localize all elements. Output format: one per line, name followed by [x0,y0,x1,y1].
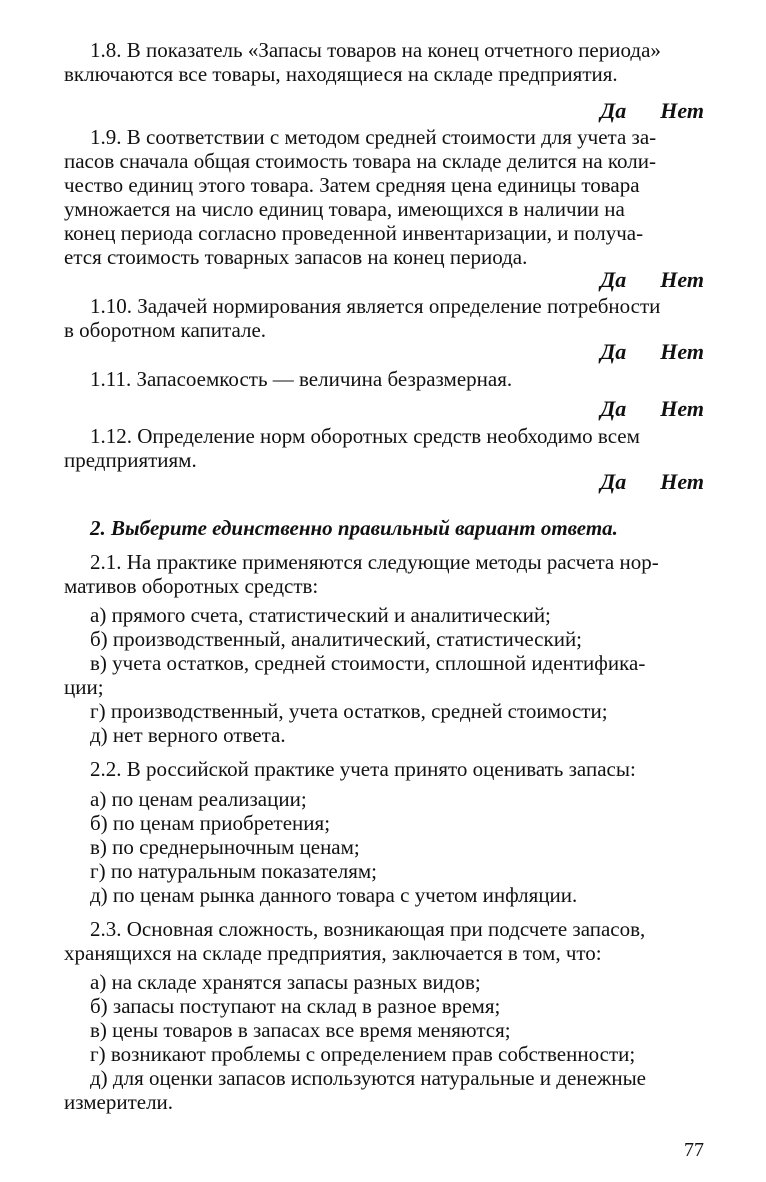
question-1-9-line: конец периода согласно проведенной инвентаризации, и получа- [64,221,644,245]
question-1-8-line: включаются все товары, находящиеся на складе предприятия. [64,62,618,86]
question-1-10-line: в оборотном капитале. [64,318,267,342]
question-2-1-line: 2.1. На практике применяются следующие методы расчета нор- [90,550,659,574]
question-1-11-line: 1.11. Запасоемкость — величина безразмерная. [90,367,513,391]
answer-yes[interactable]: Да [600,396,627,421]
answer-option[interactable]: в) учета остатков, средней стоимости, сплошной идентифика- [90,651,646,675]
question-1-9-line: пасов сначала общая стоимость товара на складе делится на коли- [64,149,656,173]
answer-option[interactable]: б) производственный, аналитический, статистический; [90,627,583,651]
answer-option[interactable]: д) нет верного ответа. [90,723,286,747]
answer-choice-row [540,99,704,123]
question-1-9-line: 1.9. В соответствии с методом средней стоимости для учета за- [90,125,657,149]
answer-option[interactable]: а) по ценам реализации; [90,787,307,811]
answer-option[interactable]: г) производственный, учета остатков, средней стоимости; [90,699,608,723]
answer-yes[interactable]: Да [600,469,627,494]
answer-option[interactable]: б) запасы поступают на склад в разное время; [90,994,501,1018]
answer-option[interactable]: г) возникают проблемы с определением прав собственности; [90,1042,636,1066]
answer-option[interactable]: в) цены товаров в запасах все время меняются; [90,1018,511,1042]
answer-yes[interactable]: Да [600,98,627,123]
answer-no[interactable]: Нет [660,469,704,494]
answer-choice-row [540,340,704,364]
question-1-9-line: ется стоимость товарных запасов на конец периода. [64,245,528,269]
answer-no[interactable]: Нет [660,339,704,364]
question-1-8-line: 1.8. В показатель «Запасы товаров на конец отчетного периода» [90,38,661,62]
page-number: 77 [684,1139,704,1161]
answer-no[interactable]: Нет [660,98,704,123]
answer-yes[interactable]: Да [600,267,627,292]
answer-option-continuation: ции; [64,675,104,699]
answer-option[interactable]: б) по ценам приобретения; [90,811,331,835]
answer-option[interactable]: д) для оценки запасов используются натуральные и денежные [90,1066,647,1090]
question-1-9-line: умножается на число единиц товара, имеющихся в наличии на [64,197,625,221]
question-2-1-line: мативов оборотных средств: [64,574,319,598]
question-1-10-line: 1.10. Задачей нормирования является определение потребности [90,294,661,318]
answer-choice-row [540,268,704,292]
answer-option[interactable]: а) прямого счета, статистический и аналитический; [90,603,551,627]
question-1-12-line: предприятиям. [64,448,197,472]
question-1-12-line: 1.12. Определение норм оборотных средств необходимо всем [90,424,640,448]
answer-no[interactable]: Нет [660,396,704,421]
answer-option[interactable]: д) по ценам рынка данного товара с учетом инфляции. [90,883,578,907]
question-2-3-line: хранящихся на складе предприятия, заключается в том, что: [64,941,602,965]
question-2-2-line: 2.2. В российской практике учета принято оценивать запасы: [90,757,636,781]
answer-no[interactable]: Нет [660,267,704,292]
question-2-3-line: 2.3. Основная сложность, возникающая при подсчете запасов, [90,917,646,941]
section-2-heading: 2. Выберите единственно правильный вариант ответа. [90,516,618,540]
question-1-9-line: чество единиц этого товара. Затем средняя цена единицы товара [64,173,640,197]
answer-choice-row [540,470,704,494]
answer-option[interactable]: в) по среднерыночным ценам; [90,835,360,859]
answer-option[interactable]: а) на складе хранятся запасы разных видов; [90,970,481,994]
answer-option[interactable]: г) по натуральным показателям; [90,859,377,883]
answer-choice-row [540,397,704,421]
answer-option-continuation: измерители. [64,1090,174,1114]
answer-yes[interactable]: Да [600,339,627,364]
